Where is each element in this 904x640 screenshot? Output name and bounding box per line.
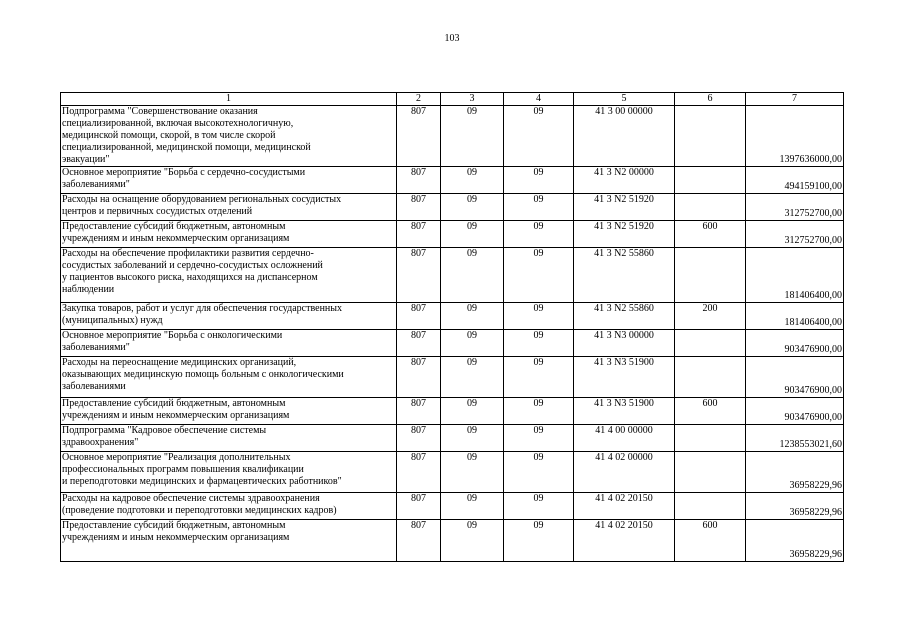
cell-c6 xyxy=(675,330,746,357)
column-header-2: 2 xyxy=(397,93,441,106)
row-name-line: специализированной, включая высокотехнологичную, xyxy=(62,118,294,129)
table-row xyxy=(61,493,844,520)
cell-c7: 36958229,96 xyxy=(746,520,844,562)
cell-c7: 181406400,00 xyxy=(746,303,844,330)
column-header-3: 3 xyxy=(441,93,504,106)
cell-c3: 09 xyxy=(441,248,504,303)
cell-c7: 312752700,00 xyxy=(746,221,844,248)
cell-c5: 41 4 00 00000 xyxy=(574,425,675,452)
cell-c7: 36958229,96 xyxy=(746,452,844,493)
cell-c3: 09 xyxy=(441,167,504,194)
cell-c4: 09 xyxy=(504,452,574,493)
column-header-6: 6 xyxy=(675,93,746,106)
cell-c4: 09 xyxy=(504,167,574,194)
cell-c7: 903476900,00 xyxy=(746,398,844,425)
cell-c6 xyxy=(675,357,746,398)
column-header-4: 4 xyxy=(504,93,574,106)
table-row xyxy=(61,248,844,303)
cell-c3: 09 xyxy=(441,398,504,425)
cell-c3: 09 xyxy=(441,493,504,520)
table-row xyxy=(61,425,844,452)
cell-c2: 807 xyxy=(397,520,441,562)
row-name-line: Предоставление субсидий бюджетным, автономным xyxy=(62,520,286,531)
row-name-cell xyxy=(61,493,397,520)
cell-c5: 41 3 N2 51920 xyxy=(574,194,675,221)
table-row xyxy=(61,357,844,398)
column-header-5: 5 xyxy=(574,93,675,106)
cell-c7: 903476900,00 xyxy=(746,330,844,357)
cell-c4: 09 xyxy=(504,194,574,221)
cell-c2: 807 xyxy=(397,194,441,221)
table-row xyxy=(61,398,844,425)
table-row xyxy=(61,520,844,562)
cell-c5: 41 3 N2 51920 xyxy=(574,221,675,248)
cell-c2: 807 xyxy=(397,452,441,493)
row-name-line: специализированной, медицинской помощи, медицинской xyxy=(62,142,311,153)
cell-c6 xyxy=(675,493,746,520)
cell-c5: 41 3 00 00000 xyxy=(574,106,675,167)
table-row xyxy=(61,452,844,493)
cell-c6: 200 xyxy=(675,303,746,330)
cell-c2: 807 xyxy=(397,303,441,330)
cell-c4: 09 xyxy=(504,493,574,520)
cell-c3: 09 xyxy=(441,194,504,221)
cell-c2: 807 xyxy=(397,106,441,167)
row-name-line: Подпрограмма "Кадровое обеспечение системы xyxy=(62,425,267,436)
cell-c5: 41 3 N2 00000 xyxy=(574,167,675,194)
cell-c2: 807 xyxy=(397,425,441,452)
table-row xyxy=(61,106,844,167)
cell-c5: 41 3 N2 55860 xyxy=(574,303,675,330)
row-name-line: медицинской помощи, скорой, в том числе скорой xyxy=(62,130,276,141)
row-name-cell xyxy=(61,248,397,303)
cell-c3: 09 xyxy=(441,357,504,398)
row-name-line: (проведение подготовки и переподготовки медицинских кадров) xyxy=(62,505,337,516)
row-name-line: Предоставление субсидий бюджетным, автономным xyxy=(62,398,286,409)
row-name-line: наблюдении xyxy=(62,284,115,295)
cell-c5: 41 3 N3 51900 xyxy=(574,357,675,398)
row-name-cell xyxy=(61,357,397,398)
cell-c6 xyxy=(675,167,746,194)
row-name-line: Расходы на оснащение оборудованием региональных сосудистых xyxy=(62,194,342,205)
cell-c3: 09 xyxy=(441,106,504,167)
cell-c6 xyxy=(675,248,746,303)
cell-c7: 1397636000,00 xyxy=(746,106,844,167)
cell-c2: 807 xyxy=(397,398,441,425)
header-row xyxy=(61,93,844,106)
column-header-1: 1 xyxy=(61,93,397,106)
cell-c7: 312752700,00 xyxy=(746,194,844,221)
cell-c2: 807 xyxy=(397,248,441,303)
row-name-line: эвакуации" xyxy=(62,154,110,165)
page-number: 103 xyxy=(444,33,460,44)
table-row xyxy=(61,303,844,330)
table-row xyxy=(61,167,844,194)
table-body xyxy=(61,93,844,562)
column-header-7: 7 xyxy=(746,93,844,106)
row-name-cell xyxy=(61,221,397,248)
row-name-line: Основное мероприятие "Борьба с сердечно-сосудистыми xyxy=(62,167,306,178)
row-name-cell xyxy=(61,520,397,562)
cell-c2: 807 xyxy=(397,493,441,520)
table-row xyxy=(61,194,844,221)
cell-c7: 1238553021,60 xyxy=(746,425,844,452)
cell-c5: 41 3 N3 00000 xyxy=(574,330,675,357)
row-name-line: учреждениям и иным некоммерческим организациям xyxy=(62,410,290,421)
row-name-line: Расходы на кадровое обеспечение системы здравоохранения xyxy=(62,493,320,504)
cell-c4: 09 xyxy=(504,520,574,562)
row-name-line: сосудистых заболеваний и сердечно-сосудистых осложнений xyxy=(62,260,323,271)
cell-c3: 09 xyxy=(441,452,504,493)
row-name-line: учреждениям и иным некоммерческим организациям xyxy=(62,233,290,244)
cell-c5: 41 4 02 20150 xyxy=(574,493,675,520)
row-name-cell xyxy=(61,106,397,167)
cell-c2: 807 xyxy=(397,221,441,248)
budget-table xyxy=(60,92,844,562)
row-name-line: у пациентов высокого риска, находящихся на диспансерном xyxy=(62,272,318,283)
cell-c7: 903476900,00 xyxy=(746,357,844,398)
cell-c6 xyxy=(675,106,746,167)
cell-c4: 09 xyxy=(504,221,574,248)
row-name-cell xyxy=(61,330,397,357)
row-name-line: Основное мероприятие "Реализация дополнительных xyxy=(62,452,291,463)
row-name-line: Расходы на переоснащение медицинских организаций, xyxy=(62,357,297,368)
cell-c4: 09 xyxy=(504,425,574,452)
row-name-line: заболеваниями xyxy=(62,381,126,392)
row-name-cell xyxy=(61,452,397,493)
cell-c6 xyxy=(675,194,746,221)
cell-c4: 09 xyxy=(504,357,574,398)
row-name-line: Закупка товаров, работ и услуг для обеспечения государственных xyxy=(62,303,343,314)
row-name-line: учреждениям и иным некоммерческим организациям xyxy=(62,532,290,543)
row-name-cell xyxy=(61,303,397,330)
cell-c5: 41 4 02 20150 xyxy=(574,520,675,562)
row-name-cell xyxy=(61,167,397,194)
cell-c7: 494159100,00 xyxy=(746,167,844,194)
cell-c2: 807 xyxy=(397,167,441,194)
row-name-cell xyxy=(61,398,397,425)
row-name-line: заболеваниями" xyxy=(62,342,130,353)
cell-c2: 807 xyxy=(397,330,441,357)
cell-c3: 09 xyxy=(441,425,504,452)
cell-c3: 09 xyxy=(441,303,504,330)
table-row xyxy=(61,221,844,248)
row-name-cell xyxy=(61,425,397,452)
row-name-line: здравоохранения" xyxy=(62,437,139,448)
row-name-line: Предоставление субсидий бюджетным, автономным xyxy=(62,221,286,232)
cell-c4: 09 xyxy=(504,398,574,425)
cell-c4: 09 xyxy=(504,106,574,167)
cell-c6: 600 xyxy=(675,398,746,425)
row-name-line: оказывающих медицинскую помощь больным с онкологическими xyxy=(62,369,344,380)
cell-c6 xyxy=(675,452,746,493)
row-name-line: центров и первичных сосудистых отделений xyxy=(62,206,253,217)
cell-c2: 807 xyxy=(397,357,441,398)
cell-c4: 09 xyxy=(504,330,574,357)
cell-c4: 09 xyxy=(504,303,574,330)
cell-c5: 41 3 N3 51900 xyxy=(574,398,675,425)
cell-c6: 600 xyxy=(675,221,746,248)
row-name-line: (муниципальных) нужд xyxy=(62,315,163,326)
row-name-line: и переподготовки медицинских и фармацевтических работников" xyxy=(62,476,342,487)
row-name-line: профессиональных программ повышения квалификации xyxy=(62,464,304,475)
row-name-cell xyxy=(61,194,397,221)
cell-c6: 600 xyxy=(675,520,746,562)
cell-c4: 09 xyxy=(504,248,574,303)
row-name-line: Подпрограмма "Совершенствование оказания xyxy=(62,106,258,117)
cell-c3: 09 xyxy=(441,330,504,357)
row-name-line: заболеваниями" xyxy=(62,179,130,190)
table-row xyxy=(61,330,844,357)
cell-c3: 09 xyxy=(441,520,504,562)
cell-c7: 181406400,00 xyxy=(746,248,844,303)
row-name-line: Расходы на обеспечение профилактики развития сердечно- xyxy=(62,248,314,259)
cell-c3: 09 xyxy=(441,221,504,248)
cell-c7: 36958229,96 xyxy=(746,493,844,520)
cell-c5: 41 4 02 00000 xyxy=(574,452,675,493)
cell-c6 xyxy=(675,425,746,452)
row-name-line: Основное мероприятие "Борьба с онкологическими xyxy=(62,330,283,341)
cell-c5: 41 3 N2 55860 xyxy=(574,248,675,303)
